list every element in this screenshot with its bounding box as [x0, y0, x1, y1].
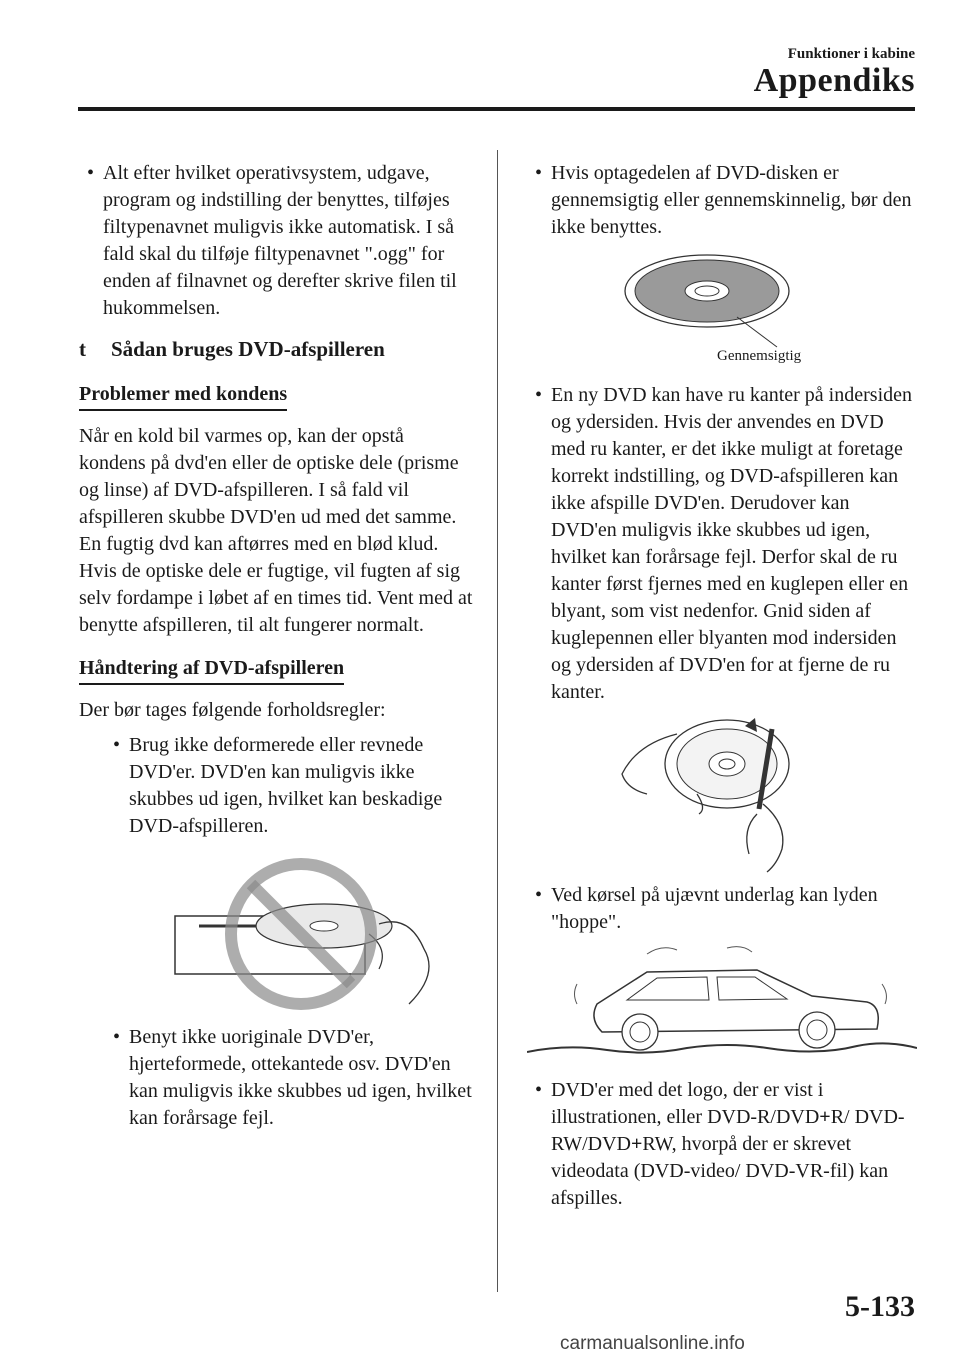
header-section: Funktioner i kabine: [787, 46, 915, 62]
condensation-text: Når en kold bil varmes op, kan der opstå kondens på dvd'en eller de optiske dele (prisme og linse) af DVD-afspilleren. I så fald vil afspilleren skubbe DVD'en ud med det samme. En fugtig dvd kan aftørres med en blød klud. Hvis de optiske dele er fugtige, vil fugten af sig selv fordampe i løbet af en times tid. Vent med at benytte afspilleren, til alt fungerer normalt.: [79, 425, 473, 636]
bullet-dvd-logo-text-1: DVD'er med det logo, der er vist i illustrationen, eller DVD-R/DVD: [551, 1079, 824, 1128]
column-divider: [497, 150, 498, 1292]
remove-rough-edges-illustration: [527, 714, 917, 874]
bullet-dvd-logo-text-3: RW, hvorpå der er skrevet videodata (DVD-video/ DVD-VR-fil) kan afspilles.: [551, 1133, 889, 1209]
bullet-dot: •: [113, 734, 121, 756]
bullet-deformed-text: Brug ikke deformerede eller revnede DVD'er. DVD'en kan muligvis ikke skubbes ud igen, hvilket kan beskadige DVD-afspilleren.: [129, 734, 443, 837]
right-column: [527, 160, 917, 1212]
bullet-ogg-text: Alt efter hvilket operativsystem, udgave, program og indstilling der benyttes, tilføjes filtypenavnet muligvis ikke automatisk. I så fald skal du tilføje filtypenavnet ".ogg" for enden af filnavnet og derefter skrive filen til hukommelsen.: [103, 162, 457, 319]
bullet-nonoriginal: [105, 1024, 474, 1132]
bullet-dot: •: [535, 1079, 543, 1101]
no-deformed-disc-illustration: [79, 854, 474, 1014]
bullet-dvd-logo: [527, 1077, 917, 1212]
bullet-transparent: [527, 160, 917, 241]
bullet-deformed: [105, 732, 474, 840]
section-title: Sådan bruges DVD-afspilleren: [111, 337, 385, 361]
subheading-condensation: Problemer med kondens: [79, 381, 287, 411]
header-rule: [78, 107, 915, 111]
bullet-dvd-logo-text-2: R/ DVD-RW/DVD: [551, 1106, 905, 1155]
bullet-rough-edges-text: En ny DVD kan have ru kanter på indersiden og ydersiden. Hvis der anvendes en DVD med ru kanter, er det ikke muligt at foretage korrekt indstilling, og DVD-afspilleren kan ikke afspille DVD'en. Derudover kan DVD'en muligvis ikke skubbes ud igen, hvilket kan forårsage fejl. Derfor skal de ru kanter først fjernes med en kuglepen eller en blyant, som vist nedenfor. Gnid siden af kuglepennen eller blyanten mod indersiden og ydersiden af DVD'en for at fjerne de ru kanter.: [551, 384, 912, 703]
section-marker: t: [79, 337, 86, 361]
plus-glyph: +: [631, 1133, 643, 1155]
bullet-dot: •: [535, 884, 543, 906]
footer-watermark: carmanualsonline.info: [560, 1333, 745, 1354]
left-column: [79, 160, 474, 1132]
bullet-bumpy-road-text: Ved kørsel på ujævnt underlag kan lyden "hoppe".: [551, 884, 878, 933]
bullet-transparent-text: Hvis optagedelen af DVD-disken er gennemsigtig eller gennemskinnelig, bør den ikke benyttes.: [551, 162, 912, 238]
bullet-nonoriginal-text: Benyt ikke uoriginale DVD'er, hjerteformede, ottekantede osv. DVD'en kan muligvis ikke skubbes ud igen, hvilket kan forårsage fejl.: [129, 1026, 472, 1129]
plus-glyph: +: [819, 1106, 831, 1128]
transparent-caption: Gennemsigtig: [717, 348, 802, 364]
page-title: Appendiks: [753, 62, 915, 99]
bullet-bumpy-road: [527, 882, 917, 936]
handling-intro: Der bør tages følgende forholdsregler:: [79, 699, 386, 721]
section-heading: [79, 336, 474, 363]
car-bumpy-road-illustration: [527, 944, 917, 1069]
bullet-dot: •: [113, 1026, 121, 1048]
bullet-rough-edges: [527, 382, 917, 706]
transparent-disc-illustration: [622, 249, 822, 349]
bullet-dot: •: [535, 384, 543, 406]
page-number: 5-133: [845, 1290, 915, 1323]
subheading-handling: Håndtering af DVD-afspilleren: [79, 655, 344, 685]
bullet-ogg: [79, 160, 474, 322]
bullet-dot: •: [87, 162, 95, 184]
bullet-dot: •: [535, 162, 543, 184]
